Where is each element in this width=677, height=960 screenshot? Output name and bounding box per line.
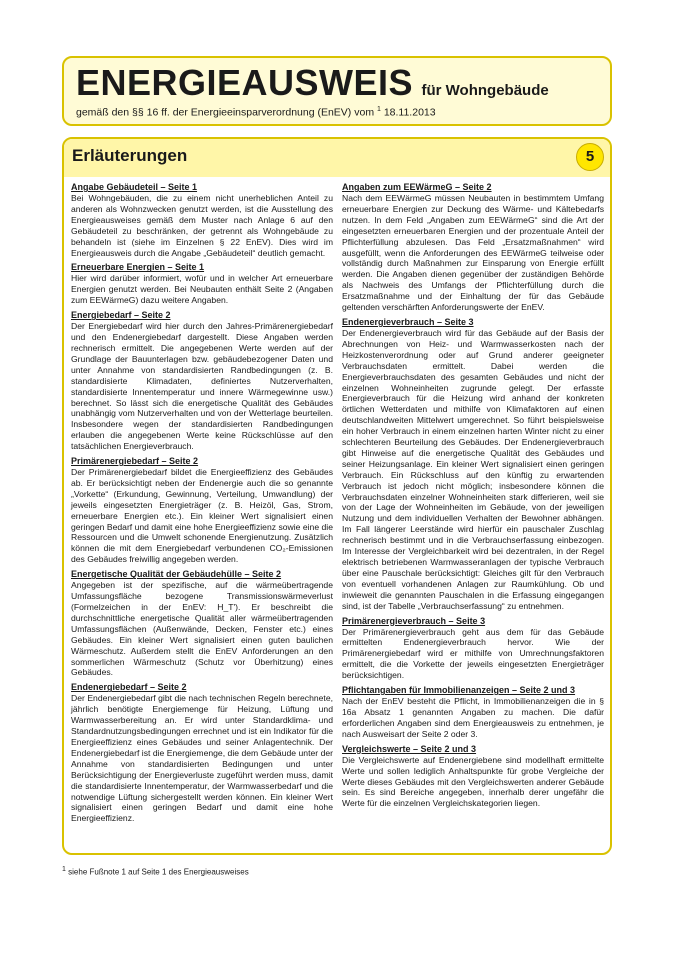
- document-title-suffix: für Wohngebäude: [421, 82, 549, 99]
- explanation-block: [342, 743, 604, 810]
- block-text: Angegeben ist der spezifische, auf die wärmeübertragende Umfassungsfläche bezogene Transmissionswärmeverlust (Formelzeichen in der EnEV: H_T'). Er beschreibt die durchschnittliche energetische Qualität aller wärmeübertragenden Umfassungsflächen (Außenwände, Decken, Fenster etc.) eines Gebäudes. Ein kleiner Wert signalisiert einen guten baulichen Wärmeschutz. Außerdem stellt die EnEV Anforderungen an den sommerlichen Wärmeschutz (Schutz vor Überhitzung) eines Gebäudes.: [71, 580, 333, 678]
- document-header: [62, 56, 612, 126]
- block-text: Der Endenergieverbrauch wird für das Gebäude auf der Basis der Abrechnungen von Heiz- und Warmwasserkosten nach der Heizkostenverordnung oder auf Grund anderer geeigneter Verbrauchsdaten ermittelt. Dabei werden die Energieverbrauchsdaten des gesamten Gebäudes und nicht der einzelnen Wohneinheiten zugrunde gelegt. Der erfasste Energieverbrauch für die Heizung wird anhand der konkreten örtlichen Wetterdaten und mithilfe von Klimafaktoren auf einen deutschlandweiten Mittelwert umgerechnet. So führt beispielsweise ein hoher Verbrauch in einem einzelnen harten Winter nicht zu einer schlechteren Beurteilung des Gebäudes. Der Endenergieverbrauch gibt Hinweise auf die energetische Qualität des Gebäudes und seiner Heizungsanlage. Ein kleiner Wert signalisiert einen geringen Verbrauch. Ein Rückschluss auf den künftig zu erwartenden Verbrauch ist jedoch nicht möglich; insbesondere können die Verbrauchsdaten einzelner Wohneinheiten stark differieren, weil sie von der Lage der Wohneinheiten im Gebäude, von der jeweiligen Nutzung und dem individuellen Verhalten der Bewohner abhängen. Im Fall längerer Leerstände wird hierfür ein pauschaler Zuschlag rechnerisch bestimmt und in die Verbrauchserfassung einbezogen. Im Interesse der Vergleichbarkeit wird bei dezentralen, in der Regel elektrisch betriebenen Warmwasseranlagen der typische Verbrauch über eine Pauschale berücksichtigt: Gleiches gilt für den Verbrauch von eventuell vorhandenen Anlagen zur Raumkühlung. Ob und inwieweit die genannten Pauschalen in die Erfassung eingegangen sind, ist der Tabelle „Verbrauchserfassung“ zu entnehmen.: [342, 327, 604, 611]
- section-header: [64, 139, 610, 177]
- explanation-block: [71, 181, 333, 258]
- block-heading: Angaben zum EEWärmeG – Seite 2: [342, 182, 492, 192]
- block-text: Hier wird darüber informiert, wofür und in welcher Art erneuerbare Energien genutzt werden. Bei Neubauten enthält Seite 2 (Angaben zum EEWärmeG) dazu weitere Angaben.: [71, 273, 333, 306]
- block-heading: Angabe Gebäudeteil – Seite 1: [71, 182, 198, 192]
- explanation-block: [71, 309, 333, 452]
- regulation-date: 18.11.2013: [383, 106, 436, 119]
- block-heading: Energetische Qualität der Gebäudehülle – Seite 2: [71, 569, 282, 580]
- block-heading: Erneuerbare Energien – Seite 1: [71, 262, 205, 273]
- document-title: ENERGIEAUSWEIS: [76, 62, 414, 103]
- left-column: [71, 181, 333, 827]
- section-title: Erläuterungen: [72, 146, 188, 165]
- block-text: Nach dem EEWärmeG müssen Neubauten in bestimmtem Umfang erneuerbare Energien zur Deckung des Wärme- und Kältebedarfs nutzen. In dem Feld „Angaben zum EEWärmeG“ sind die Art der eingesetzten erneuerbaren Energien und der prozentuale Anteil der Pflichterfüllung abzulesen. Das Feld „Ersatzmaßnahmen“ wird ausgefüllt, wenn die Anforderungen des EEWärmeG teilweise oder vollständig durch Maßnahmen zur Einsparung von Energie erfüllt werden. Die Angaben dienen gegenüber der zuständigen Behörde als Nachweis des Umfangs der Pflichterfüllung durch die Ersatzmaßnahme und der Einhaltung der für das Gebäude geltenden verschärften Anforderungswerte der EnEV.: [342, 193, 604, 313]
- footnote-text: siehe Fußnote 1 auf Seite 1 des Energieausweises: [68, 867, 249, 877]
- explanation-block: [342, 316, 604, 612]
- block-text: Der Primärenergieverbrauch geht aus dem für das Gebäude ermittelten Endenergieverbrauch hervor. Wie der Primärenergiebedarf wird er mithilfe von Umrechnungsfaktoren ermittelt, die die Vorkette der jeweils eingesetzten Energieträger berücksichtigen.: [342, 626, 604, 681]
- block-text: Bei Wohngebäuden, die zu einem nicht unerheblichen Anteil zu anderen als Wohnzwecken genutzt werden, ist die Ausstellung des Energieausweises gemäß dem Muster nach Anlage 6 auf den Gebäudeteil zu beschränken, der getrennt als Wohngebäude zu behandeln ist (siehe im Einzelnen § 22 EnEV). Dies wird im Energieausweis durch die Angabe „Gebäudeteil“ deutlich gemacht.: [71, 193, 333, 258]
- footnote-reference: 1: [376, 106, 381, 113]
- explanation-block: [71, 455, 333, 565]
- right-column: [342, 181, 604, 812]
- legal-basis-text: gemäß den §§ 16 ff. der Energieeinsparverordnung (EnEV) vom: [76, 106, 375, 119]
- title-row: [76, 62, 549, 104]
- block-text: Die Vergleichswerte auf Endenergiebene sind modellhaft ermittelte Werte und sollen lediglich Anhaltspunkte für grobe Vergleiche der Werte dieses Gebäudes mit den Vergleichswerten anderer Gebäude sein. Es sind Bereiche angegeben, innerhalb derer ungefähr die Werte für die einzelnen Vergleichskategorien liegen.: [342, 754, 604, 809]
- block-heading: Pflichtangaben für Immobilienanzeigen – Seite 2 und 3: [342, 685, 576, 696]
- block-heading: Primärenergieverbrauch – Seite 3: [342, 615, 486, 626]
- block-text: Der Energiebedarf wird hier durch den Jahres-Primärenergiebedarf und den Endenergiebedarf dargestellt. Diese Angaben werden rechnerisch ermittelt. Die angegebenen Werte werden auf der Grundlage der Bauunterlagen bzw. gebäudebezogener Daten und unter Annahme von standardisierten Randbedingungen (z. B. standardisierte Klimadaten, definiertes Nutzerverhalten, standardisierte Innentemperatur und innere Wärmegewinne usw.) berechnet. So lässt sich die energetische Qualität des Gebäudes unabhängig vom Nutzerverhalten und von der Wetterlage beurteilen. Insbesondere wegen der standardisierten Randbedingungen erlauben die angegebenen Werte keine Rückschlüsse auf den tatsächlichen Energieverbrauch.: [71, 321, 333, 452]
- explanation-block: [342, 181, 604, 313]
- explanation-block: [342, 615, 604, 682]
- explanation-block: [71, 261, 333, 306]
- legal-basis-line: [76, 106, 436, 119]
- explanation-block: [71, 681, 333, 824]
- footnote: [62, 866, 249, 877]
- explanations-section: [62, 137, 612, 855]
- footnote-marker: 1: [62, 866, 66, 873]
- block-heading: Primärenergiebedarf – Seite 2: [71, 456, 199, 467]
- explanation-block: [342, 684, 604, 740]
- block-text: Nach der EnEV besteht die Pflicht, in Immobilienanzeigen die in § 16a Absatz 1 genannten Angaben zu machen. Die dafür erforderlichen Angaben sind dem Energieausweis zu entnehmen, je nach Ausweisart der Seite 2 oder 3.: [342, 696, 604, 739]
- block-text: Der Endenergiebedarf gibt die nach technischen Regeln berechnete, jährlich benötigte Energiemenge für Heizung, Lüftung und Warmwasserbereitung an. Er wird unter Standardklima- und Standardnutzungsbedingungen errechnet und ist ein Indikator für die Energieeffizienz eines Gebäudes und seiner Anlagentechnik. Der Endenergiebedarf ist die Energiemenge, die dem Gebäude unter der Annahme von standardisierten Bedingungen und unter Berücksichtigung der Energieverluste zugeführt werden muss, damit die standardisierte Innentemperatur, der Warmwasserbedarf und die notwendige Lüftung sichergestellt werden können. Ein kleiner Wert signalisiert einen geringen Bedarf und damit eine hohe Energieeffizienz.: [71, 693, 333, 824]
- block-heading: Endenergieverbrauch – Seite 3: [342, 316, 474, 327]
- block-heading: Vergleichswerte – Seite 2 und 3: [342, 743, 477, 754]
- block-text: Der Primärenergiebedarf bildet die Energieeffizienz des Gebäudes ab. Er berücksichtigt neben der Endenergie auch die so genannte „Vorkette“ (Erkundung, Gewinnung, Verteilung, Umwandlung) der jeweils eingesetzten Energieträger (z. B. Heizöl, Gas, Strom, erneuerbare Energien etc.). Ein kleiner Wert signalisiert einen geringen Bedarf und damit eine hohe Energieeffizienz sowie eine die Ressourcen und die Umwelt schonende Energienutzung. Zusätzlich können die mit dem Energiebedarf verbundenen CO₂-Emissionen des Gebäudes freiwillig angegeben werden.: [71, 467, 333, 565]
- explanation-block: [71, 568, 333, 678]
- block-heading: Energiebedarf – Seite 2: [71, 310, 171, 321]
- block-heading: Endenergiebedarf – Seite 2: [71, 682, 187, 693]
- page-number-badge: 5: [576, 143, 604, 171]
